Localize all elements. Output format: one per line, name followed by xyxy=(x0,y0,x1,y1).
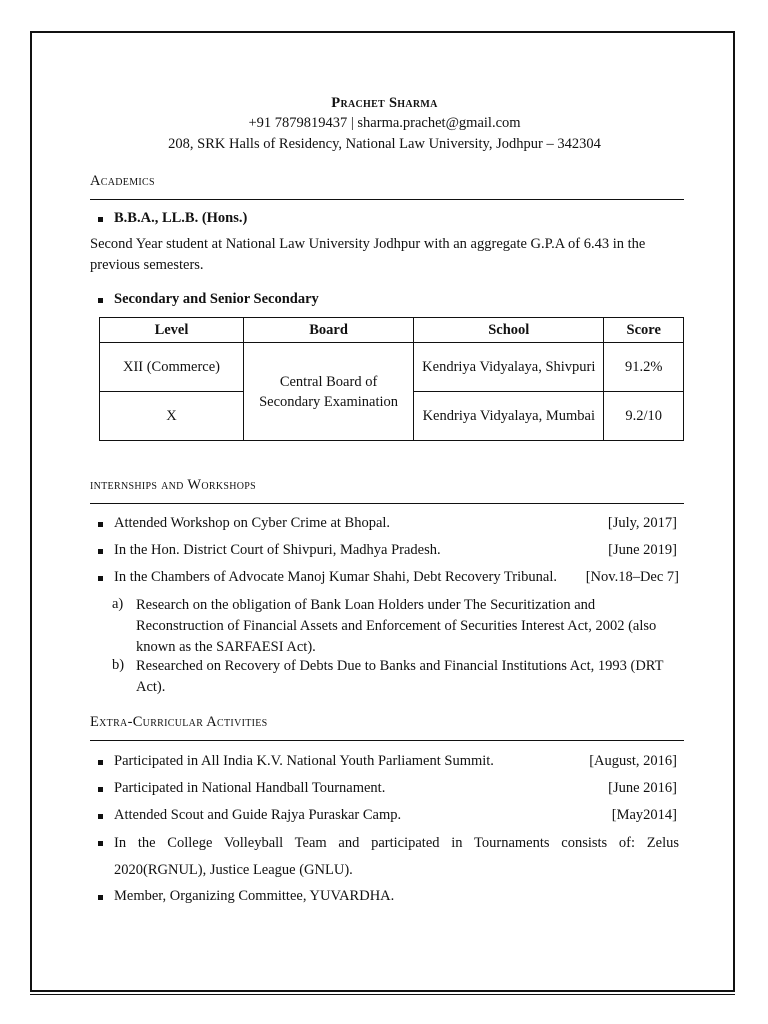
secondary-heading: Secondary and Senior Secondary xyxy=(114,291,319,307)
sub-item-text: Researched on Recovery of Debts Due to Banks and Financial Institutions Act, 1993 (DRT Act). xyxy=(136,658,664,695)
extracurricular-heading: Extra-Curricular Activities xyxy=(90,714,268,730)
internship-item: In the Hon. District Court of Shivpuri, Madhya Pradesh. xyxy=(114,542,441,558)
school-cell: Kendriya Vidyalaya, Mumbai xyxy=(414,392,604,441)
bullet-icon xyxy=(98,814,103,819)
academics-rule xyxy=(90,199,684,200)
table-header-row xyxy=(100,318,684,343)
table-header-level: Level xyxy=(100,318,244,343)
activity-item: Attended Scout and Guide Rajya Puraskar Camp. xyxy=(114,807,402,823)
bullet-icon xyxy=(98,522,103,527)
activity-item: Participated in National Handball Tournament. xyxy=(114,780,386,796)
activity-item: In the College Volleyball Team and participated in Tournaments consists of: Zelus 2020(RGNUL), Justice League (GNLU). xyxy=(114,835,679,878)
internships-heading: internships and Workshops xyxy=(90,477,256,493)
activity-date: [June 2016] xyxy=(608,780,677,796)
bullet-icon xyxy=(98,895,103,900)
table-header-school: School xyxy=(414,318,604,343)
activity-item: Participated in All India K.V. National Youth Parliament Summit. xyxy=(114,753,494,769)
table-row xyxy=(100,343,684,392)
sub-item-marker: b) xyxy=(112,657,125,673)
scores-table xyxy=(99,317,684,441)
degree-title: B.B.A., LL.B. (Hons.) xyxy=(114,210,248,226)
bullet-icon xyxy=(98,787,103,792)
address-line: 208, SRK Halls of Residency, National Law University, Jodhpur – 342304 xyxy=(168,136,601,152)
sub-item-text: Research on the obligation of Bank Loan Holders under The Securitization and Reconstruction of Financial Assets and Enforcement of Securities Interest Act, 2002 (also known as the SARFAESI Act). xyxy=(136,597,657,655)
bullet-icon xyxy=(98,760,103,765)
candidate-name: Prachet Sharma xyxy=(331,95,438,111)
internship-date: [July, 2017] xyxy=(607,515,677,531)
internships-rule xyxy=(90,503,684,504)
academics-heading: Academics xyxy=(90,173,155,189)
bullet-icon xyxy=(98,841,103,846)
score-cell: 9.2/10 xyxy=(604,392,684,441)
bullet-icon xyxy=(98,298,103,303)
score-cell: 91.2% xyxy=(604,343,684,392)
level-cell: X xyxy=(100,392,244,441)
internship-date: [June 2019] xyxy=(608,542,677,558)
internship-item: In the Chambers of Advocate Manoj Kumar Shahi, Debt Recovery Tribunal. xyxy=(114,569,557,585)
activity-date: [May2014] xyxy=(611,807,677,823)
bullet-icon xyxy=(98,549,103,554)
degree-description: Second Year student at National Law University Jodhpur with an aggregate G.P.A of 6.43 in the previous semesters. xyxy=(90,236,646,273)
activity-item: Member, Organizing Committee, YUVARDHA. xyxy=(114,888,395,904)
internship-date: [Nov.18–Dec 7] xyxy=(585,569,679,585)
internship-item: Attended Workshop on Cyber Crime at Bhopal. xyxy=(114,515,391,531)
resume-page xyxy=(30,31,735,992)
table-header-score: Score xyxy=(604,318,684,343)
sub-item-marker: a) xyxy=(112,596,124,612)
extracurricular-rule xyxy=(90,740,684,741)
board-cell: Central Board of Secondary Examination xyxy=(243,343,413,441)
bullet-icon xyxy=(98,217,103,222)
activity-date: [August, 2016] xyxy=(589,753,677,769)
bullet-icon xyxy=(98,576,103,581)
school-cell: Kendriya Vidyalaya, Shivpuri xyxy=(414,343,604,392)
table-header-board: Board xyxy=(243,318,413,343)
contact-line: +91 7879819437 | sharma.prachet@gmail.com xyxy=(248,115,521,131)
level-cell: XII (Commerce) xyxy=(100,343,244,392)
bottom-rule xyxy=(30,994,735,995)
